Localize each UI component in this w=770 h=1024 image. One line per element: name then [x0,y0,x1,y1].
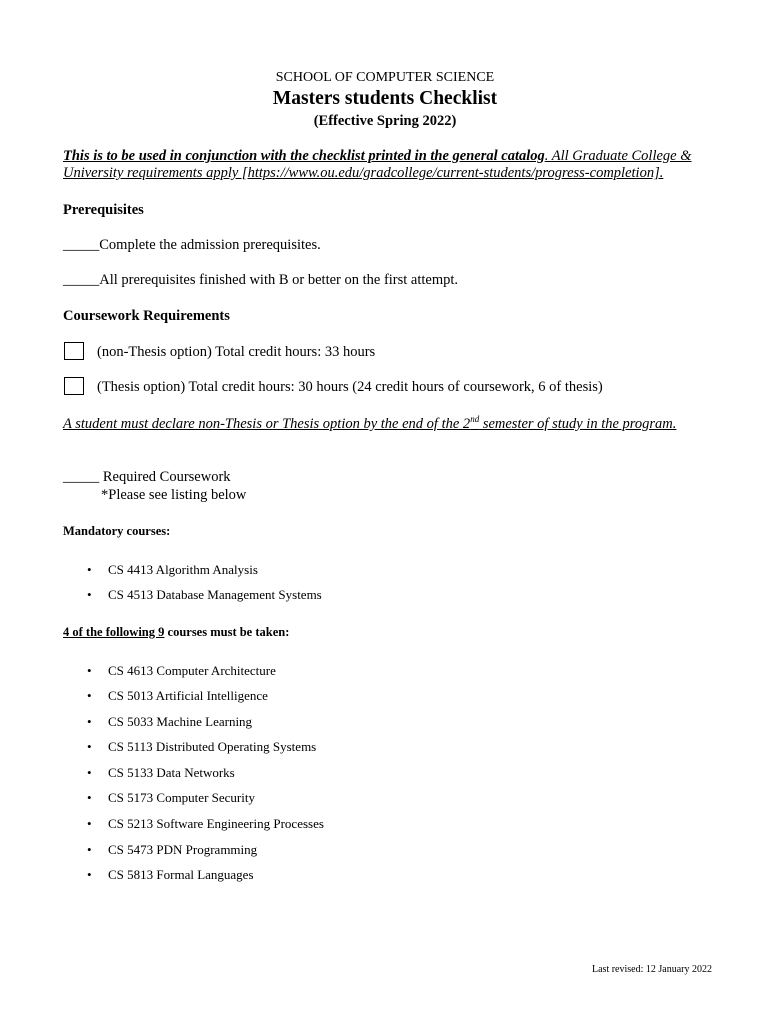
electives-heading [63,625,289,640]
list-item [87,714,252,730]
declare-note-start: A student must declare non-Thesis or Thesis option by the end of the 2 [63,416,471,432]
page-title: Masters students Checklist [272,88,498,109]
list-item [87,842,257,858]
bullet: • [87,739,92,754]
school-name: SCHOOL OF COMPUTER SCIENCE [275,70,495,85]
intro-bold: This is to be used in conjunction with the checklist printed in the general catalog [63,148,545,164]
bullet: • [87,688,92,703]
bullet: • [87,714,92,729]
list-item [87,562,258,578]
non-thesis-checkbox[interactable] [64,342,84,360]
list-item [87,790,255,806]
course-label: CS 5173 Computer Security [108,790,255,805]
non-thesis-option-label: (non-Thesis option) Total credit hours: 33 hours [97,344,376,360]
course-label: CS 5213 Software Engineering Processes [108,816,324,831]
bullet: • [87,663,92,678]
electives-count: 4 of the following 9 [63,625,165,639]
list-item [87,587,322,603]
bullet: • [87,816,92,831]
coursework-heading: Coursework Requirements [63,308,230,324]
bullet: • [87,587,92,602]
course-label: CS 5473 PDN Programming [108,842,258,857]
course-label: CS 4513 Database Management Systems [108,587,322,602]
prerequisite-item: _____Complete the admission prerequisites. [63,237,321,253]
course-label: CS 5013 Artificial Intelligence [108,688,268,703]
list-item [87,663,276,679]
list-item [87,816,324,832]
intro-paragraph [63,148,713,182]
prerequisites-heading: Prerequisites [63,202,144,218]
course-label: CS 5133 Data Networks [108,765,235,780]
electives-heading-rest: courses must be taken: [164,625,290,639]
bullet: • [87,765,92,780]
effective-date: (Effective Spring 2022) [313,113,457,129]
course-label: CS 4613 Computer Architecture [108,663,276,678]
list-item [87,739,316,755]
mandatory-heading: Mandatory courses: [63,524,171,538]
required-coursework-line: _____ Required Coursework [63,469,231,485]
declare-note [63,416,676,433]
declare-note-end: semester of study in the program. [479,416,677,432]
list-item [87,688,268,704]
list-item [87,765,235,781]
prerequisite-item: _____All prerequisites finished with B or better on the first attempt. [63,272,459,288]
bullet: • [87,562,92,577]
course-label: CS 5813 Formal Languages [108,867,254,882]
course-label: CS 5033 Machine Learning [108,714,253,729]
declare-note-superscript: nd [470,414,480,425]
thesis-option-label: (Thesis option) Total credit hours: 30 hours (24 credit hours of coursework, 6 of thesis) [97,379,603,395]
list-item [87,867,254,883]
course-label: CS 4413 Algorithm Analysis [108,562,258,577]
last-revised: Last revised: 12 January 2022 [592,964,712,975]
bullet: • [87,867,92,882]
required-coursework-note: *Please see listing below [101,487,247,503]
thesis-checkbox[interactable] [64,377,84,395]
course-label: CS 5113 Distributed Operating Systems [108,739,317,754]
bullet: • [87,842,92,857]
intro-rest: . All Graduate College & University requirements apply [https://www.ou.edu/gradcollege/current-students/progress-completion]. [63,148,692,181]
bullet: • [87,790,92,805]
